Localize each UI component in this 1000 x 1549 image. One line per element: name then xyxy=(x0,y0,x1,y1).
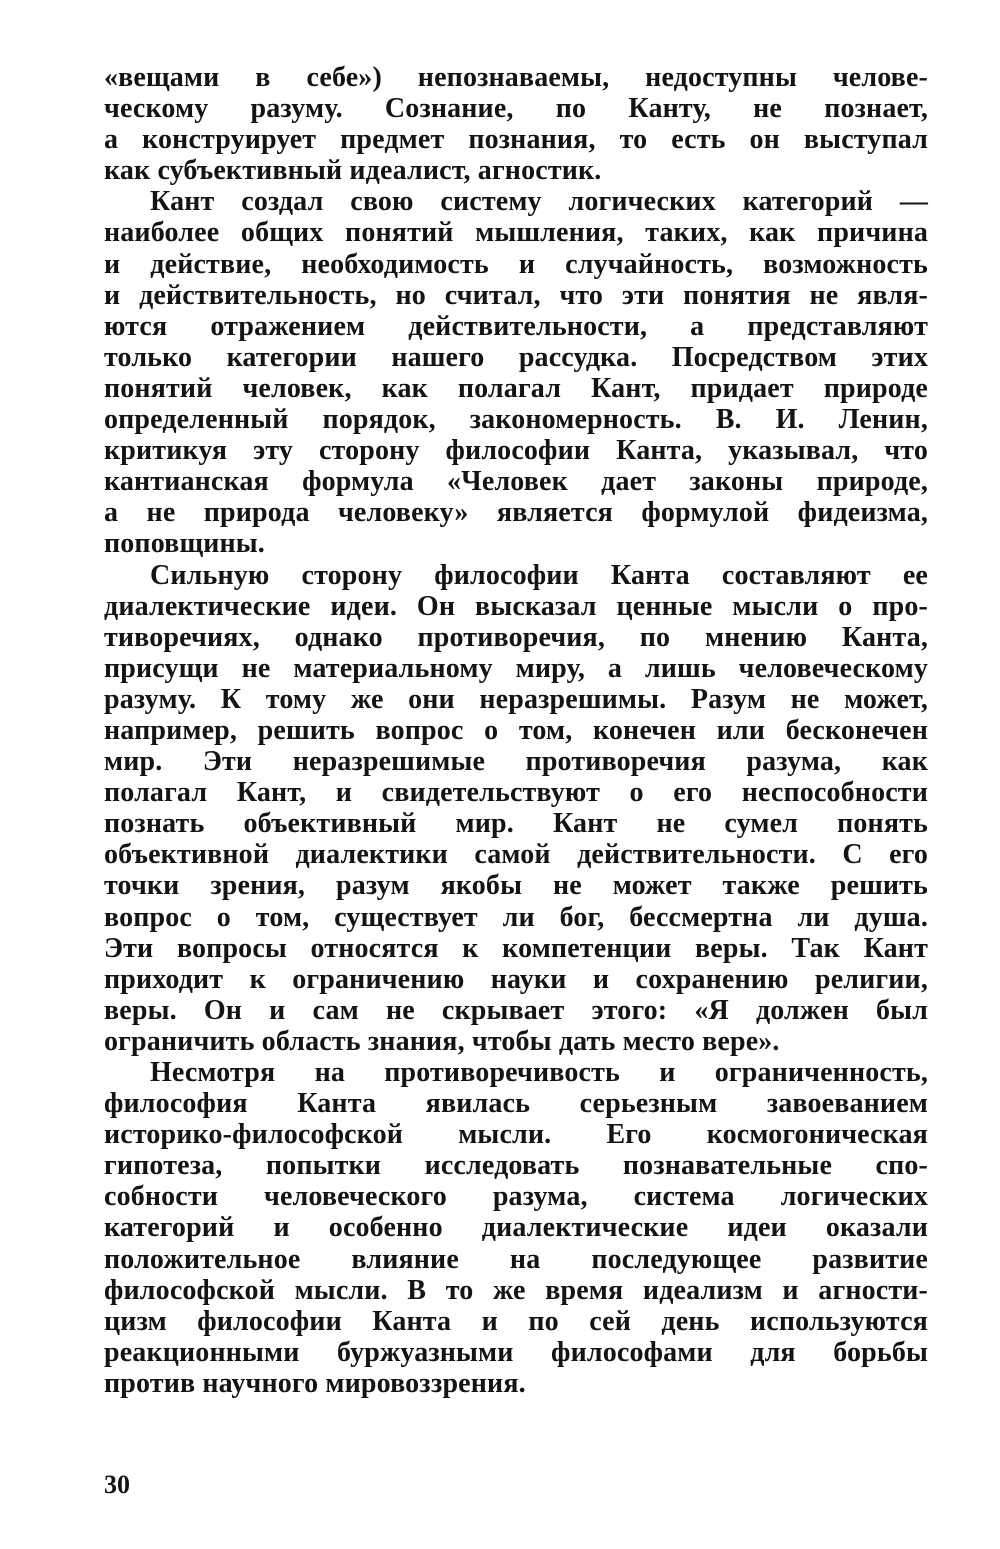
text-line: определенный порядок, закономерность. В. И. Ленин, xyxy=(104,404,928,436)
paragraph-4 xyxy=(104,1057,928,1399)
text-line: «вещами в себе») непознаваемы, недоступны челове- xyxy=(104,62,928,93)
text-line: гипотеза, попытки исследовать познавательные спо- xyxy=(104,1150,928,1182)
text-line: философия Канта явилась серьезным завоеванием xyxy=(104,1088,928,1120)
text-line: поповщины. xyxy=(104,528,265,560)
text-line: мир. Эти неразрешимые противоречия разума, как xyxy=(104,746,928,778)
paragraph-1 xyxy=(104,62,928,186)
text-line: ограничить область знания, чтобы дать место вере». xyxy=(104,1025,780,1057)
text-line: присущи не материальному миру, а лишь человеческому xyxy=(104,652,928,684)
text-line: Кант создал свою систему логических категорий — xyxy=(150,186,928,218)
page-number: 30 xyxy=(104,1470,130,1499)
text-line: критикуя эту сторону философии Канта, указывал, что xyxy=(104,435,928,467)
text-line: веры. Он и сам не скрывает этого: «Я должен был xyxy=(104,994,928,1026)
text-line: и действие, необходимость и случайность, возможность xyxy=(104,248,928,280)
text-line: и действительность, но считал, что эти понятия не явля- xyxy=(104,279,928,311)
text-line: например, решить вопрос о том, конечен или бесконечен xyxy=(104,714,928,746)
text-line: как субъективный идеалист, агностик. xyxy=(104,155,602,187)
text-line: против научного мировоззрения. xyxy=(104,1367,526,1399)
text-line: вопрос о том, существует ли бог, бессмертна ли душа. xyxy=(104,901,928,933)
text-line: а не природа человеку» является формулой фидеизма, xyxy=(104,497,928,529)
text-line: приходит к ограничению науки и сохранению религии, xyxy=(104,963,928,995)
text-line: диалектические идеи. Он высказал ценные мысли о про- xyxy=(104,590,928,622)
text-line: наиболее общих понятий мышления, таких, как причина xyxy=(104,217,928,249)
text-line: Сильную сторону философии Канта составляют ее xyxy=(150,559,928,591)
text-line: цизм философии Канта и по сей день используются xyxy=(104,1305,928,1337)
text-line: тиворечиях, однако противоречия, по мнению Канта, xyxy=(104,621,928,653)
text-line: а конструирует предмет познания, то есть он выступал xyxy=(104,124,928,156)
text-line: категорий и особенно диалектические идеи оказали xyxy=(104,1212,928,1244)
paragraph-2 xyxy=(104,186,928,559)
text-line: познать объективный мир. Кант не сумел понять xyxy=(104,808,928,840)
text-line: разуму. К тому же они неразрешимы. Разум не может, xyxy=(104,683,928,715)
text-line: Несмотря на противоречивость и ограниченность, xyxy=(150,1057,928,1088)
text-line: кантианская формула «Человек дает законы природе, xyxy=(104,466,928,498)
text-line: точки зрения, разум якобы не может также решить xyxy=(104,870,928,902)
text-line: философской мысли. В то же время идеализм и агности- xyxy=(104,1274,928,1306)
text-line: историко-философской мысли. Его космогоническая xyxy=(104,1119,928,1151)
text-line: положительное влияние на последующее развитие xyxy=(104,1243,928,1275)
text-line: реакционными буржуазными философами для борьбы xyxy=(104,1336,928,1368)
text-line: объективной диалектики самой действительности. С его xyxy=(104,839,928,871)
text-line: Эти вопросы относятся к компетенции веры. Так Кант xyxy=(104,932,928,964)
text-line: понятий человек, как полагал Кант, придает природе xyxy=(104,372,928,404)
text-line: собности человеческого разума, система логических xyxy=(104,1181,928,1213)
text-line: только категории нашего рассудка. Посредством этих xyxy=(104,341,928,373)
paragraph-3 xyxy=(104,560,928,1058)
text-line: полагал Кант, и свидетельствуют о его неспособности xyxy=(104,777,928,809)
text-line: ческому разуму. Сознание, по Канту, не познает, xyxy=(104,93,928,125)
page-body xyxy=(104,62,928,1399)
text-line: ются отражением действительности, а представляют xyxy=(104,310,928,342)
